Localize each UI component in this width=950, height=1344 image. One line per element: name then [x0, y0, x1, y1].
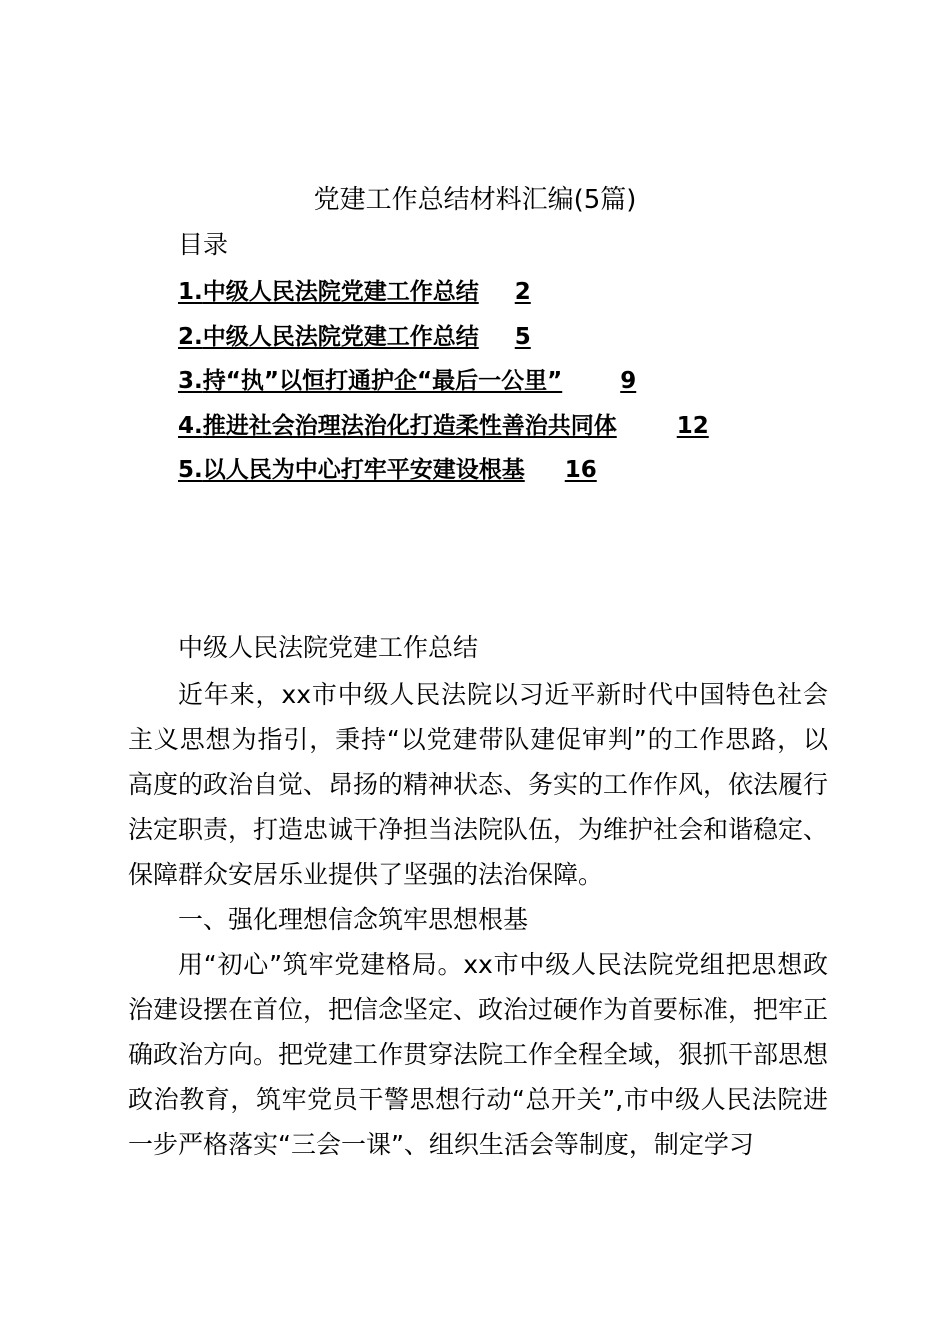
section-subheading: 一、强化理想信念筑牢思想根基	[178, 905, 529, 934]
toc-entry-number: 5.	[178, 457, 203, 483]
toc-entry-title: 以人民为中心打牢平安建设根基	[202, 457, 525, 483]
toc-entry-title: 中级人民法院党建工作总结	[202, 279, 479, 305]
toc-entry-number: 1.	[178, 279, 203, 305]
table-of-contents	[178, 272, 709, 495]
toc-entry-number: 3.	[178, 368, 203, 394]
toc-entry-3[interactable]	[178, 361, 709, 406]
toc-entry-2[interactable]	[178, 317, 709, 362]
document-body	[128, 672, 828, 1167]
body-paragraph: 用“初心”筑牢党建格局。xx市中级人民法院党组把思想政治建设摆在首位，把信念坚定、政治过硬作为首要标准，把牢正确政治方向。把党建工作贯穿法院工作全程全域，狠抓干部思想政治教育，筑牢党员干警思想行动“总开关”,市中级人民法院进一步严格落实“三会一课”、组织生活会等制度，制定学习	[128, 950, 829, 1159]
toc-entry-4[interactable]	[178, 406, 709, 451]
toc-entry-page: 16	[564, 457, 597, 483]
toc-entry-title: 持“执”以恒打通护企“最后一公里”	[202, 368, 563, 394]
toc-entry-5[interactable]	[178, 450, 709, 495]
toc-entry-number: 4.	[178, 412, 203, 439]
toc-entry-page: 9	[620, 368, 637, 394]
toc-entry-page: 5	[514, 323, 531, 350]
document-title: 党建工作总结材料汇编(5篇)	[313, 185, 637, 215]
body-paragraph: 近年来，xx市中级人民法院以习近平新时代中国特色社会主义思想为指引，秉持“以党建带队建促审判”的工作思路，以高度的政治自觉、昂扬的精神状态、务实的工作作风，依法履行法定职责，打造忠诚干净担当法院队伍，为维护社会和谐稳定、保障群众安居乐业提供了坚强的法治保障。	[128, 680, 829, 889]
toc-entry-number: 2.	[178, 323, 203, 350]
toc-heading: 目录	[178, 230, 229, 259]
toc-entry-title: 推进社会治理法治化打造柔性善治共同体	[202, 412, 617, 439]
toc-entry-page: 2	[514, 279, 531, 305]
toc-entry-page: 12	[676, 412, 709, 439]
section-title: 中级人民法院党建工作总结	[178, 633, 479, 662]
toc-entry-title: 中级人民法院党建工作总结	[202, 323, 479, 350]
toc-entry-1[interactable]	[178, 272, 709, 317]
